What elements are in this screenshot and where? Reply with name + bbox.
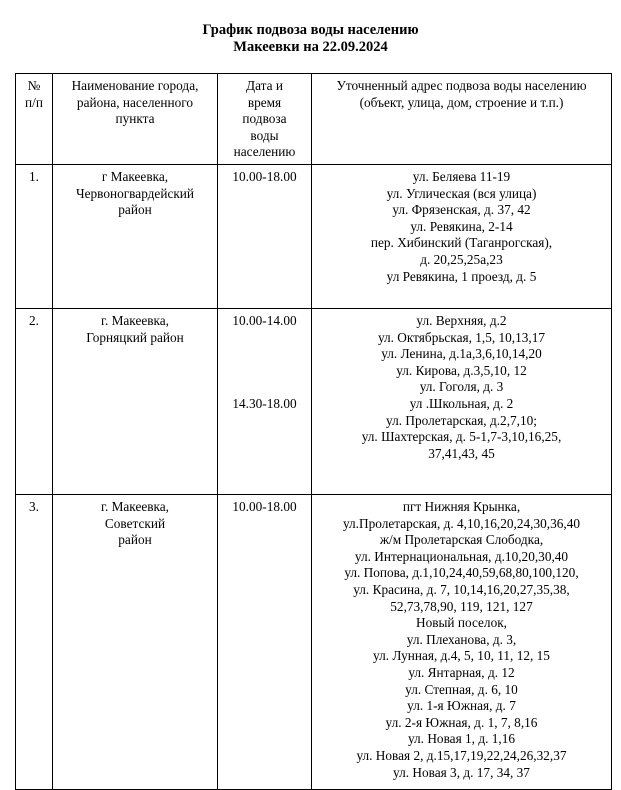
table-row [16, 309, 612, 495]
address-line: ул. Интернациональная, д.10,20,30,40 [354, 548, 569, 564]
address-line: пер. Хибинский (Таганрогская), [370, 235, 553, 251]
address-line: ул. Новая 2, д.15,17,19,22,24,26,32,37 [356, 747, 567, 763]
header-time-line: воды [250, 127, 279, 143]
district-line: район [118, 202, 152, 218]
address-line: ул. 2-я Южная, д. 1, 7, 8,16 [385, 714, 538, 730]
row-num: 2. [16, 309, 53, 495]
address-line: ул. Беляева 11-19 [412, 169, 511, 184]
header-time-line: Дата и [246, 78, 283, 93]
address-line: ул. Степная, д. 6, 10 [405, 681, 518, 697]
address-line: ул. Шахтерская, д. 5-1,7-3,10,16,25, [361, 429, 562, 445]
header-address [312, 74, 612, 165]
address-line: д. 20,25,25а,23 [420, 251, 503, 267]
address-line: ул. Октябрьская, 1,5, 10,13,17 [377, 329, 546, 345]
address-line: ул. Новая 1, д. 1,16 [407, 731, 516, 747]
address-line: ул. Ревякина, 2-14 [410, 218, 513, 234]
header-time-line: населению [233, 144, 296, 160]
row-num: 3. [16, 495, 53, 790]
header-name-line: Наименование города, [71, 78, 199, 93]
district-line: г. Макеевка, [100, 499, 170, 514]
header-address-line: (объект, улица, дом, строение и т.п.) [359, 94, 564, 110]
header-time-line: подвоза [242, 111, 287, 127]
time-slot: 10.00-14.00 [232, 313, 297, 328]
district-line: район [118, 532, 152, 548]
address-line: ул. Лунная, д.4, 5, 10, 11, 12, 15 [373, 648, 550, 664]
header-name-line: района, населенного [76, 94, 194, 110]
district-line: Горняцкий район [86, 329, 184, 345]
table-header-row [16, 74, 612, 165]
address-line: 37,41,43, 45 [428, 445, 495, 461]
header-num-line2: п/п [25, 94, 43, 110]
address-line: ул. Попова, д.1,10,24,40,59,68,80,100,120, [344, 565, 579, 581]
row-time [218, 165, 312, 309]
table-row [16, 495, 612, 790]
row-address [312, 165, 612, 309]
address-line: Новый поселок, [415, 615, 508, 631]
header-name [53, 74, 218, 165]
address-line: ул. Плеханова, д. 3, [406, 631, 517, 647]
address-line: ул. Верхняя, д.2 [416, 313, 507, 328]
time-slot: 10.00-18.00 [232, 499, 297, 514]
address-line: ул. Фрязенская, д. 37, 42 [392, 202, 531, 218]
district-line: Советский [104, 515, 166, 531]
address-line: ул.Пролетарская, д. 4,10,16,20,24,30,36,40 [342, 515, 581, 531]
header-address-line: Уточненный адрес подвоза воды населению [336, 78, 587, 93]
row-district [53, 165, 218, 309]
address-line: ул. 1-я Южная, д. 7 [407, 698, 516, 714]
time-slot: 10.00-18.00 [232, 169, 297, 184]
header-time [218, 74, 312, 165]
district-line: Червоногвардейский [75, 185, 195, 201]
header-time-line: время [247, 94, 282, 110]
address-line: ул. Гоголя, д. 3 [419, 379, 504, 395]
document-title-line2: Макеевки на 22.09.2024 [233, 39, 388, 55]
address-line: ул. Кирова, д.3,5,10, 12 [396, 362, 527, 378]
address-line: ул. Пролетарская, д.2,7,10; [386, 412, 537, 428]
address-line: ул .Школьная, д. 2 [409, 395, 514, 411]
address-line: ул. Красина, д. 7, 10,14,16,20,27,35,38, [353, 581, 570, 597]
address-line: пгт Нижняя Крынка, [402, 499, 521, 514]
address-line: ул. Ленина, д.1а,3,6,10,14,20 [381, 346, 542, 362]
district-line: г. Макеевка, [100, 313, 170, 328]
address-line: ул Ревякина, 1 проезд, д. 5 [386, 268, 537, 284]
row-num: 1. [16, 165, 53, 309]
document-title-line1: График подвоза воды населению [202, 22, 419, 38]
row-district [53, 495, 218, 790]
header-num-line1: № [27, 78, 41, 93]
table-row [16, 165, 612, 309]
row-address [312, 309, 612, 495]
district-line: г Макеевка, [101, 169, 169, 184]
header-name-line: пункта [115, 111, 155, 127]
address-line: ул. Новая 3, д. 17, 34, 37 [393, 764, 530, 780]
address-line: ул. Углическая (вся улица) [386, 185, 537, 201]
address-line: 52,73,78,90, 119, 121, 127 [390, 598, 533, 614]
water-schedule-table [15, 73, 612, 790]
address-line: ж/м Пролетарская Слободка, [379, 532, 544, 548]
header-num [16, 74, 53, 165]
time-slot: 14.30-18.00 [232, 395, 297, 411]
row-time [218, 309, 312, 495]
row-address [312, 495, 612, 790]
row-district [53, 309, 218, 495]
address-line: ул. Янтарная, д. 12 [408, 664, 515, 680]
row-time [218, 495, 312, 790]
